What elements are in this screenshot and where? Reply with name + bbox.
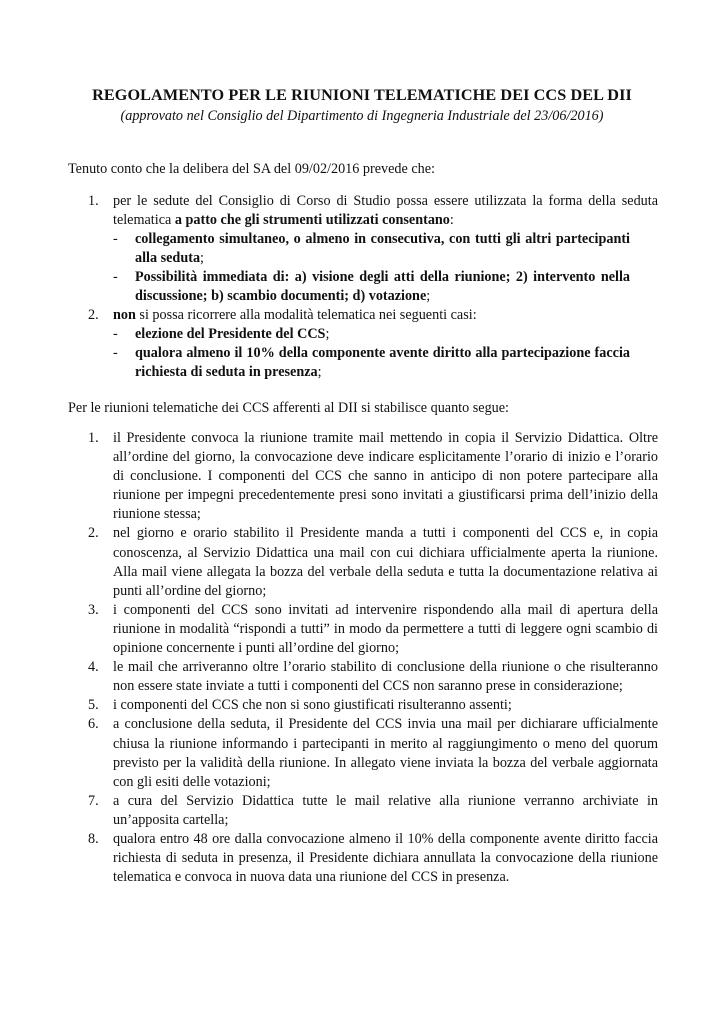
rule-item	[88, 658, 658, 696]
rule-item	[88, 429, 658, 524]
intro-paragraph: Tenuto conto che la delibera del SA del 09/02/2016 prevede che:	[68, 161, 435, 177]
list-number: 7.	[88, 792, 99, 809]
sub-item	[113, 230, 658, 268]
list-number: 2.	[88, 525, 99, 542]
premise-bold-text: non	[113, 307, 136, 323]
premise-text-end: :	[449, 212, 454, 228]
premise-list	[88, 192, 658, 382]
rule-text: le mail che arriveranno oltre l’orario stabilito di conclusione della riunione o che risulteranno non essere state inviate a tutti i componenti del CCS non saranno prese in considerazione;	[113, 659, 658, 695]
rule-text: il Presidente convoca la riunione tramite mail mettendo in copia il Servizio Didattica. Oltre all’ordine del giorno, la convocazione deve indicare esplicitamente l’orario di inizio e l’orario di conclusione. I componenti del CCS che sanno in anticipo di non potere partecipare alla riunione per impegni precedentemente presi sono invitati a giustificarsi prima dell’inizio della riunione stessa;	[113, 430, 658, 523]
premise-item-1	[88, 192, 658, 306]
list-number: 1.	[88, 430, 99, 446]
rule-item	[88, 696, 658, 715]
dash-bullet: -	[113, 326, 118, 342]
rule-text: qualora entro 48 ore dalla convocazione almeno il 10% della componente avente diritto faccia richiesta di seduta in presenza, il Presidente dichiara annullata la convocazione della riunione telematica e convoca in nuova data una riunione del CCS in presenza.	[113, 830, 658, 886]
rule-item	[88, 830, 658, 887]
rules-list	[88, 429, 658, 887]
sub-item	[113, 268, 658, 306]
sub-item-tail: ;	[325, 326, 330, 342]
rule-text: nel giorno e orario stabilito il Presidente manda a tutti i componenti del CCS e, in copia conoscenza, al Servizio Didattica una mail con cui dichiara ufficialmente aperta la riunione. Alla mail viene allegata la bozza del verbale della seduta e tutta la documentazione relativa ai punti all’ordine del giorno;	[113, 525, 658, 599]
sub-item-tail: ;	[426, 288, 431, 304]
rule-item	[88, 601, 658, 658]
sub-item-tail: ;	[317, 364, 322, 380]
premise-text: si possa ricorrere alla modalità telematica nei seguenti casi:	[135, 307, 477, 323]
sub-item-bold: elezione del Presidente del CCS	[135, 326, 326, 342]
sub-list	[113, 230, 658, 306]
rule-text: a conclusione della seduta, il Presidente del CCS invia una mail per dichiarare ufficialmente chiusa la riunione informando i partecipanti in merito al raggiungimento o meno del quorum previsto per la validità della riunione. In allegato viene inviata la bozza del verbale aggiornata con gli esiti delle votazioni;	[113, 716, 658, 790]
list-number: 6.	[88, 716, 99, 733]
sub-item-tail: ;	[200, 250, 204, 266]
premise-text: per le sedute del Consiglio di Corso di Studio possa essere utilizzata la forma della seduta telematica	[113, 193, 658, 228]
list-number: 4.	[88, 659, 99, 676]
rule-item	[88, 524, 658, 600]
dash-bullet: -	[113, 345, 118, 361]
sub-item	[113, 325, 658, 344]
sub-list	[113, 325, 658, 382]
premise-bold-text: a patto che gli strumenti utilizzati consentano	[174, 212, 450, 228]
list-number: 3.	[88, 601, 99, 618]
list-number: 1.	[88, 193, 99, 209]
sub-item-bold: qualora almeno il 10% della componente avente diritto alla partecipazione faccia richiesta di seduta in presenza	[135, 345, 630, 380]
sub-item-bold: Possibilità immediata di: a) visione degli atti della riunione; 2) intervento nella discussione; b) scambio documenti; d) votazione	[135, 269, 630, 304]
sub-item	[113, 344, 658, 382]
list-number: 8.	[88, 830, 99, 847]
rule-text: i componenti del CCS sono invitati ad intervenire rispondendo alla mail di apertura della riunione in modalità “rispondi a tutti” in modo da permettere a tutti di leggere ogni scambio di opinione concernente i punti all’ordine del giorno;	[113, 601, 658, 657]
dash-bullet: -	[113, 231, 118, 247]
list-number: 2.	[88, 307, 99, 323]
rule-text: a cura del Servizio Didattica tutte le mail relative alla riunione verranno archiviate in un’apposita cartella;	[113, 792, 658, 828]
rule-item	[88, 792, 658, 830]
dash-bullet: -	[113, 269, 118, 285]
rule-text: i componenti del CCS che non si sono giustificati risulteranno assenti;	[113, 697, 512, 714]
document-subtitle: (approvato nel Consiglio del Dipartimento di Ingegneria Industriale del 23/06/2016)	[120, 108, 604, 124]
premise-item-2	[88, 306, 658, 382]
list-number: 5.	[88, 697, 99, 714]
rules-intro-paragraph: Per le riunioni telematiche dei CCS afferenti al DII si stabilisce quanto segue:	[68, 400, 510, 416]
rule-item	[88, 715, 658, 791]
document-title: REGOLAMENTO PER LE RIUNIONI TELEMATICHE DEI CCS DEL DII	[92, 86, 632, 104]
sub-item-bold: collegamento simultaneo, o almeno in consecutiva, con tutti gli altri partecipanti alla seduta	[135, 231, 630, 266]
